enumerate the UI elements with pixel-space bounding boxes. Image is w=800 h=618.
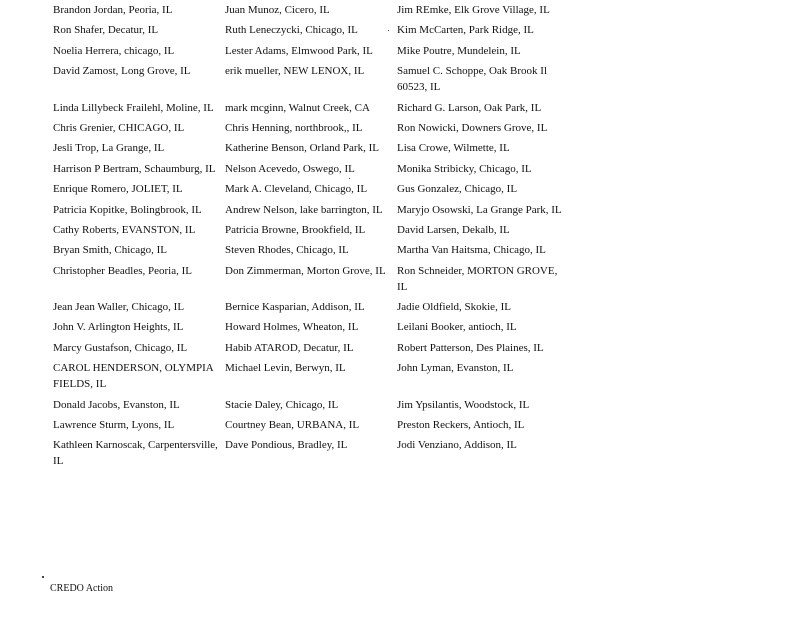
signer-cell: Jadie Oldfield, Skokie, IL xyxy=(397,301,511,314)
scan-speck xyxy=(42,576,44,578)
table-row xyxy=(53,263,793,299)
signer-cell: Jim Ypsilantis, Woodstock, IL xyxy=(397,398,530,411)
scan-speck xyxy=(349,178,350,179)
table-row xyxy=(53,202,793,222)
table-row xyxy=(53,63,793,99)
table-row xyxy=(53,242,793,262)
signer-cell: Chris Grenier, CHICAGO, IL xyxy=(53,121,185,134)
signer-cell: Stacie Daley, Chicago, IL xyxy=(225,398,339,411)
signer-cell: erik mueller, NEW LENOX, IL xyxy=(225,65,365,78)
signer-cell: Mike Poutre, Mundelein, IL xyxy=(397,44,521,57)
signer-cell: Christopher Beadles, Peoria, IL xyxy=(53,264,192,277)
signer-cell: John Lyman, Evanston, IL xyxy=(397,362,514,375)
signer-cell: Gus Gonzalez, Chicago, IL xyxy=(397,183,518,196)
table-row xyxy=(53,100,793,120)
table-row xyxy=(53,360,793,396)
table-row xyxy=(53,161,793,181)
signer-cell: Ron Schneider, MORTON GROVE, IL xyxy=(397,264,558,293)
signer-cell: Marcy Gustafson, Chicago, IL xyxy=(53,341,188,354)
scan-speck xyxy=(388,30,389,31)
signer-table xyxy=(53,2,793,474)
signer-cell: Steven Rhodes, Chicago, IL xyxy=(225,244,349,257)
table-row xyxy=(53,181,793,201)
signer-cell: Jean Jean Waller, Chicago, IL xyxy=(53,301,185,314)
signer-cell: Howard Holmes, Wheaton, IL xyxy=(225,321,359,334)
signer-cell: Bryan Smith, Chicago, IL xyxy=(53,244,167,257)
signer-cell: Lisa Crowe, Wilmette, IL xyxy=(397,142,510,155)
signer-cell: mark mcginn, Walnut Creek, CA xyxy=(225,101,370,114)
signer-cell: David Larsen, Dekalb, IL xyxy=(397,223,510,236)
table-row xyxy=(53,140,793,160)
signer-cell: David Zamost, Long Grove, IL xyxy=(53,65,191,78)
signer-table-body xyxy=(53,2,793,474)
signer-cell: Chris Henning, northbrook,, IL xyxy=(225,121,363,134)
signer-cell: Jesli Trop, La Grange, IL xyxy=(53,142,165,155)
signer-cell: Brandon Jordan, Peoria, IL xyxy=(53,4,173,16)
signer-cell: Richard G. Larson, Oak Park, IL xyxy=(397,101,542,114)
signer-cell: Ron Shafer, Decatur, IL xyxy=(53,24,159,37)
signer-cell: Ruth Leneczycki, Chicago, IL xyxy=(225,24,358,37)
signer-cell: Nelson Acevedo, Oswego, IL xyxy=(225,162,355,175)
signer-cell: Samuel C. Schoppe, Oak Brook Il 60523, IL xyxy=(397,65,548,94)
signer-cell: Linda Lillybeck Frailehl, Moline, IL xyxy=(53,101,214,114)
table-row xyxy=(53,43,793,63)
signer-cell: Michael Levin, Berwyn, IL xyxy=(225,362,346,375)
table-row xyxy=(53,2,793,22)
footer-org: CREDO Action xyxy=(50,583,114,594)
table-row xyxy=(53,319,793,339)
signer-cell: Mark A. Cleveland, Chicago, IL xyxy=(225,183,368,196)
signer-cell: Monika Stribicky, Chicago, IL xyxy=(397,162,532,175)
table-row xyxy=(53,22,793,42)
signer-cell: Enrique Romero, JOLIET, IL xyxy=(53,183,183,196)
signer-cell: CAROL HENDERSON, OLYMPIA FIELDS, IL xyxy=(53,362,214,391)
table-row xyxy=(53,417,793,437)
signer-cell: Patricia Kopitke, Bolingbrook, IL xyxy=(53,203,202,216)
signer-cell: Lawrence Sturm, Lyons, IL xyxy=(53,419,175,432)
table-row xyxy=(53,397,793,417)
signer-cell: Donald Jacobs, Evanston, IL xyxy=(53,398,180,411)
signer-cell: Kathleen Karnoscak, Carpentersville, IL xyxy=(53,439,218,468)
signer-cell: Juan Munoz, Cicero, IL xyxy=(225,4,330,16)
signer-cell: Ron Nowicki, Downers Grove, IL xyxy=(397,121,548,134)
table-row xyxy=(53,299,793,319)
signer-cell: Kim McCarten, Park Ridge, IL xyxy=(397,24,534,37)
signer-cell: Leilani Booker, antioch, IL xyxy=(397,321,517,334)
signer-cell: Harrison P Bertram, Schaumburg, IL xyxy=(53,162,216,175)
signer-cell: Noelia Herrera, chicago, IL xyxy=(53,44,175,57)
signer-cell: Katherine Benson, Orland Park, IL xyxy=(225,142,379,155)
signer-cell: Martha Van Haitsma, Chicago, IL xyxy=(397,244,546,257)
signer-cell: Jodi Venziano, Addison, IL xyxy=(397,439,517,452)
table-row xyxy=(53,222,793,242)
signer-cell: Courtney Bean, URBANA, IL xyxy=(225,419,360,432)
signer-cell: Robert Patterson, Des Plaines, IL xyxy=(397,341,544,354)
signer-cell: Patricia Browne, Brookfield, IL xyxy=(225,223,366,236)
table-row xyxy=(53,437,793,473)
signer-cell: Andrew Nelson, lake barrington, IL xyxy=(225,203,383,216)
signer-cell: Cathy Roberts, EVANSTON, IL xyxy=(53,223,196,236)
table-row xyxy=(53,340,793,360)
signer-cell: Lester Adams, Elmwood Park, IL xyxy=(225,44,373,57)
table-row xyxy=(53,120,793,140)
signer-cell: Bernice Kasparian, Addison, IL xyxy=(225,301,365,314)
signer-cell: Jim REmke, Elk Grove Village, IL xyxy=(397,4,550,16)
signer-cell: John V. Arlington Heights, IL xyxy=(53,321,184,334)
signer-cell: Preston Reckers, Antioch, IL xyxy=(397,419,525,432)
signer-cell: Dave Pondious, Bradley, IL xyxy=(225,439,348,452)
signer-cell: Don Zimmerman, Morton Grove, IL xyxy=(225,264,386,277)
signer-cell: Habib ATAROD, Decatur, IL xyxy=(225,341,354,354)
signer-cell: Maryjo Osowski, La Grange Park, IL xyxy=(397,203,562,216)
